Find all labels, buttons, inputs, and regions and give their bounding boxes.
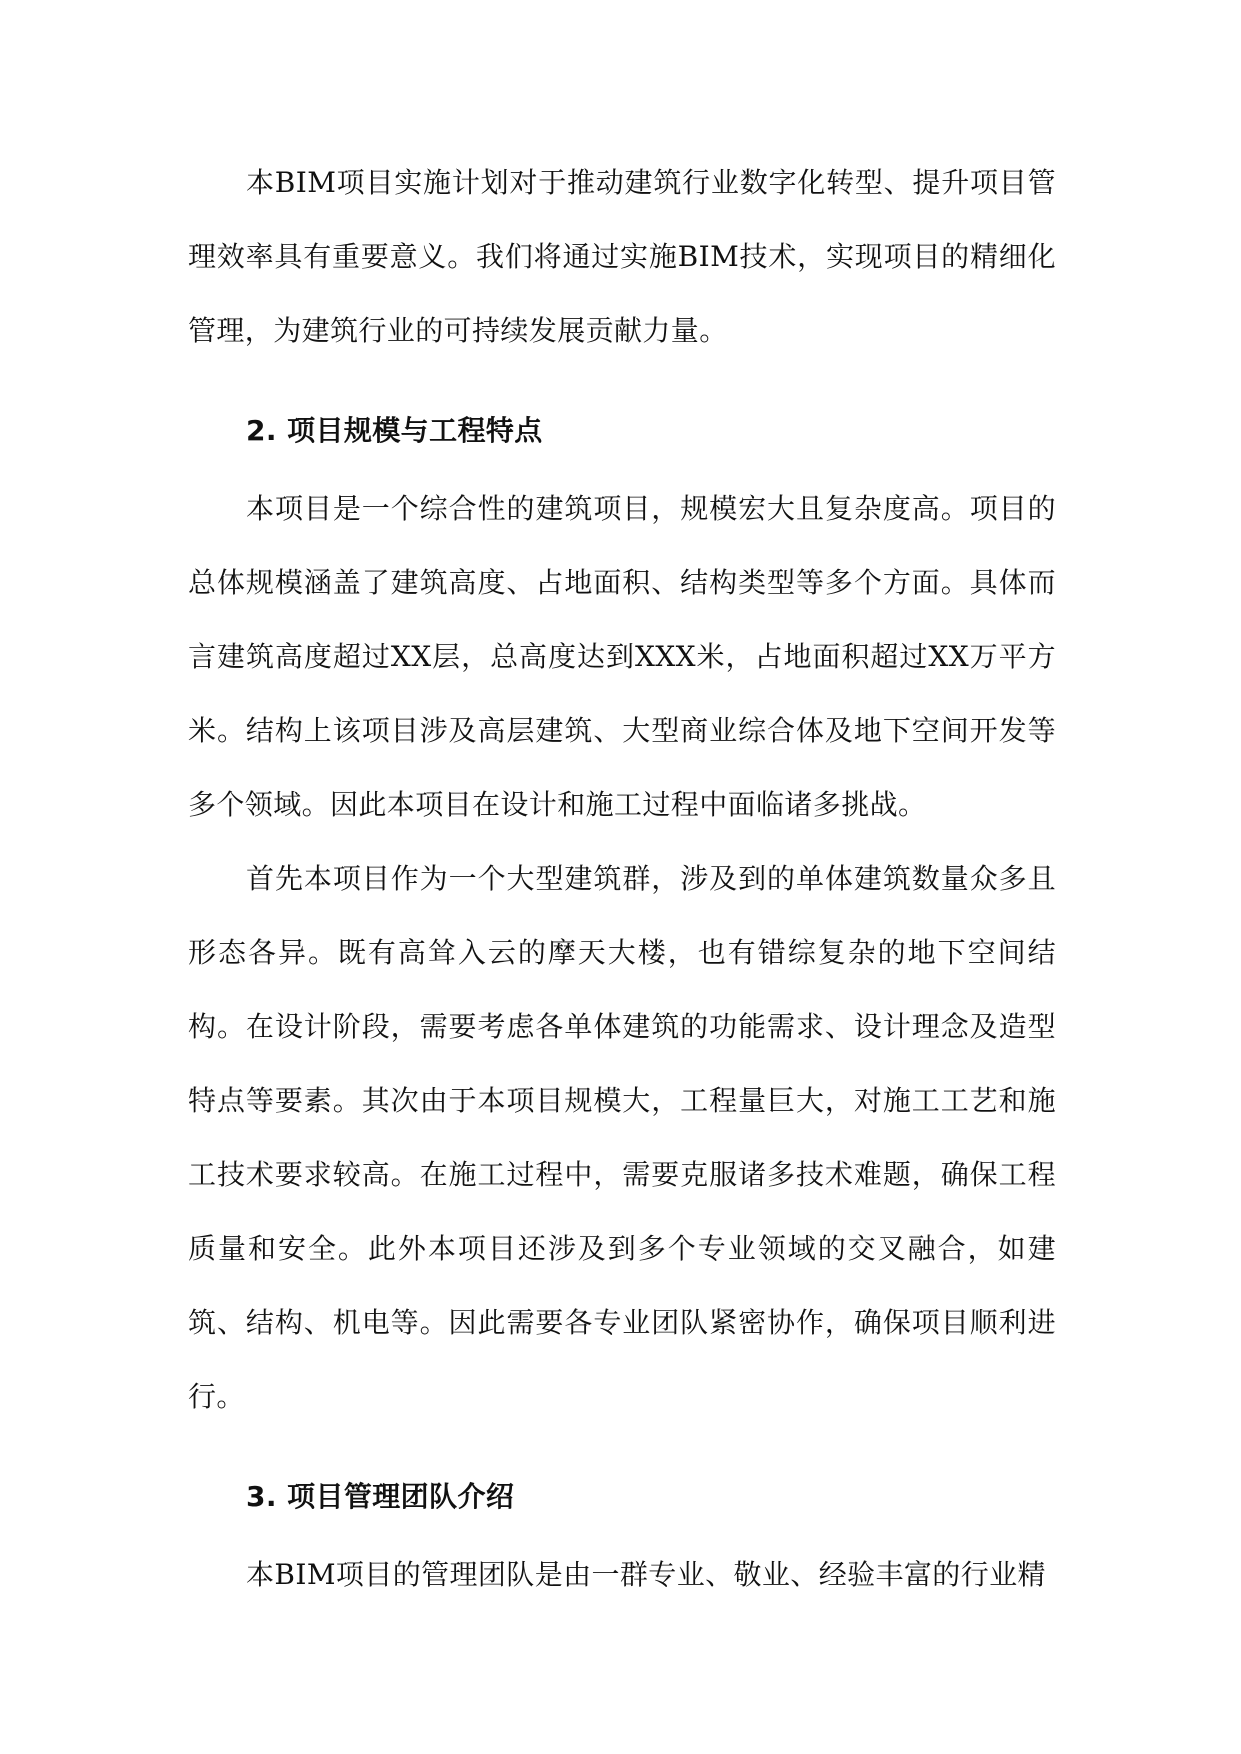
document-body xyxy=(188,146,1056,1612)
section-2-heading: 2. 项目规模与工程特点 xyxy=(246,414,543,447)
section-2-paragraph-2: 首先本项目作为一个大型建筑群，涉及到的单体建筑数量众多且形态各异。既有高耸入云的摩天大楼，也有错综复杂的地下空间结构。在设计阶段，需要考虑各单体建筑的功能需求、设计理念及造型特点等要素。其次由于本项目规模大，工程量巨大，对施工工艺和施工技术要求较高。在施工过程中，需要克服诸多技术难题，确保工程质量和安全。此外本项目还涉及到多个专业领域的交叉融合，如建筑、结构、机电等。因此需要各专业团队紧密协作，确保项目顺利进行。 xyxy=(188,862,1056,1413)
section-3-paragraph-1: 本BIM项目的管理团队是由一群专业、敬业、经验丰富的行业精 xyxy=(246,1558,1046,1591)
section-3-heading: 3. 项目管理团队介绍 xyxy=(246,1480,515,1513)
intro-paragraph: 本BIM项目实施计划对于推动建筑行业数字化转型、提升项目管理效率具有重要意义。我们将通过实施BIM技术，实现项目的精细化管理，为建筑行业的可持续发展贡献力量。 xyxy=(188,166,1056,347)
section-2-paragraph-1: 本项目是一个综合性的建筑项目，规模宏大且复杂度高。项目的总体规模涵盖了建筑高度、占地面积、结构类型等多个方面。具体而言建筑高度超过XX层，总高度达到XXX米，占地面积超过XX万平方米。结构上该项目涉及高层建筑、大型商业综合体及地下空间开发等多个领域。因此本项目在设计和施工过程中面临诸多挑战。 xyxy=(188,492,1056,821)
